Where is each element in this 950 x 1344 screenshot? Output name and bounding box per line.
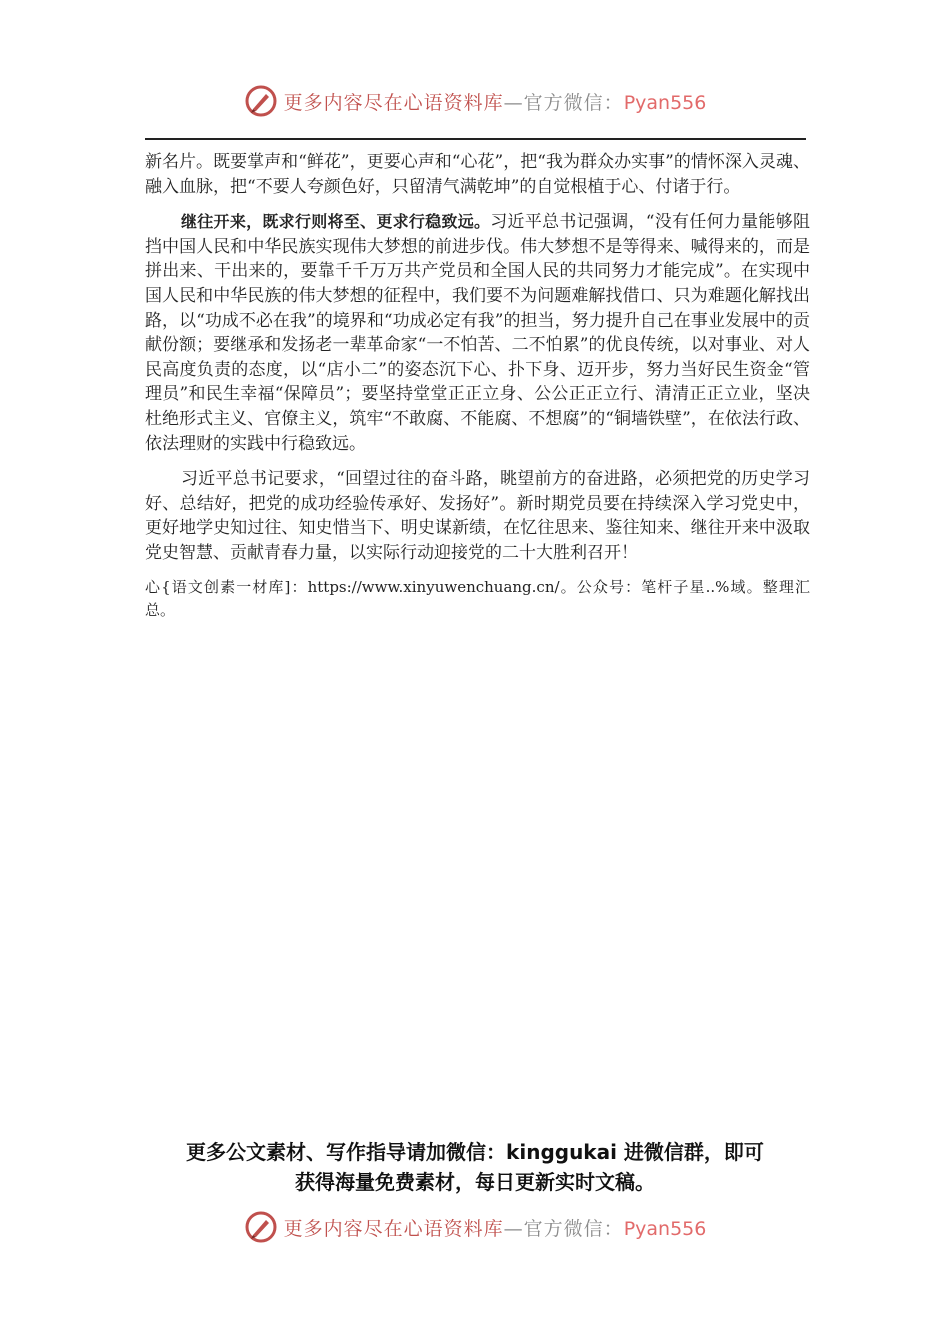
paragraph-2 (145, 210, 810, 456)
promo-block (140, 1137, 810, 1197)
promo-line-2: 获得海量免费素材，每日更新实时文稿。 (295, 1170, 655, 1194)
banner-wechat-id: Pyan556 (623, 91, 707, 114)
header-banner (0, 84, 950, 118)
pen-logo-icon (244, 1210, 278, 1244)
header-banner-text (284, 88, 707, 115)
banner-dash: — (503, 1217, 524, 1240)
footer-banner-text (284, 1214, 707, 1241)
banner-dash: — (503, 91, 524, 114)
banner-main-text: 更多内容尽在心语资料库 (283, 91, 504, 114)
footer-banner (0, 1210, 950, 1244)
document-body (145, 150, 810, 622)
paragraph-2-heading: 继往开来，既求行则将至、更求行稳致远。 (181, 212, 491, 232)
promo-line-1: 更多公文素材、写作指导请加微信：kinggukai 进微信群，即可 (186, 1140, 764, 1164)
pen-logo-icon (244, 84, 278, 118)
header-divider (145, 138, 806, 140)
paragraph-2-text: 习近平总书记强调，“没有任何力量能够阻挡中国人民和中华民族实现伟大梦想的前进步伐。伟大梦想不是等得来、喊得来的，而是拼出来、干出来的，要靠千千万万共产党员和全国人民的共同努力才能完成”。在实现中国人民和中华民族的伟大梦想的征程中，我们要不为问题难解找借口、只为难题化解找出路，以“功成不必在我”的境界和“功成必定有我”的担当，努力提升自己在事业发展中的贡献份额；要继承和发扬老一辈革命家“一不怕苦、二不怕累”的优良传统，以对事业、对人民高度负责的态度，以“店小二”的姿态沉下心、扑下身、迈开步，努力当好民生资金“管理员”和民生幸福“保障员”；要坚持堂堂正正立身、公公正正立行、清清正正立业，坚决杜绝形式主义、官僚主义，筑牢“不敢腐、不能腐、不想腐”的“铜墙铁壁”，在依法行政、依法理财的实践中行稳致远。 (145, 212, 810, 454)
banner-official-text: 官方微信： (523, 1217, 624, 1240)
source-note: 心{语文创素一材库]：https://www.xinyuwenchuang.cn/。公众号：笔杆子星..%域。整理汇总。 (145, 577, 810, 619)
banner-wechat-id: Pyan556 (623, 1217, 707, 1240)
banner-main-text: 更多内容尽在心语资料库 (283, 1217, 504, 1240)
banner-official-text: 官方微信： (523, 91, 624, 114)
paragraph-1: 新名片。既要掌声和“鲜花”，更要心声和“心花”，把“我为群众办实事”的情怀深入灵魂、融入血脉，把“不要人夸颜色好，只留清气满乾坤”的自觉根植于心、付诸于行。 (145, 152, 810, 197)
paragraph-3: 习近平总书记要求，“回望过往的奋斗路，眺望前方的奋进路，必须把党的历史学习好、总结好，把党的成功经验传承好、发扬好”。新时期党员要在持续深入学习党史中，更好地学史知过往、知史惜当下、明史谋新绩，在忆往思来、鉴往知来、继往开来中汲取党史智慧、贡献青春力量，以实际行动迎接党的二十大胜利召开！ (145, 469, 810, 563)
